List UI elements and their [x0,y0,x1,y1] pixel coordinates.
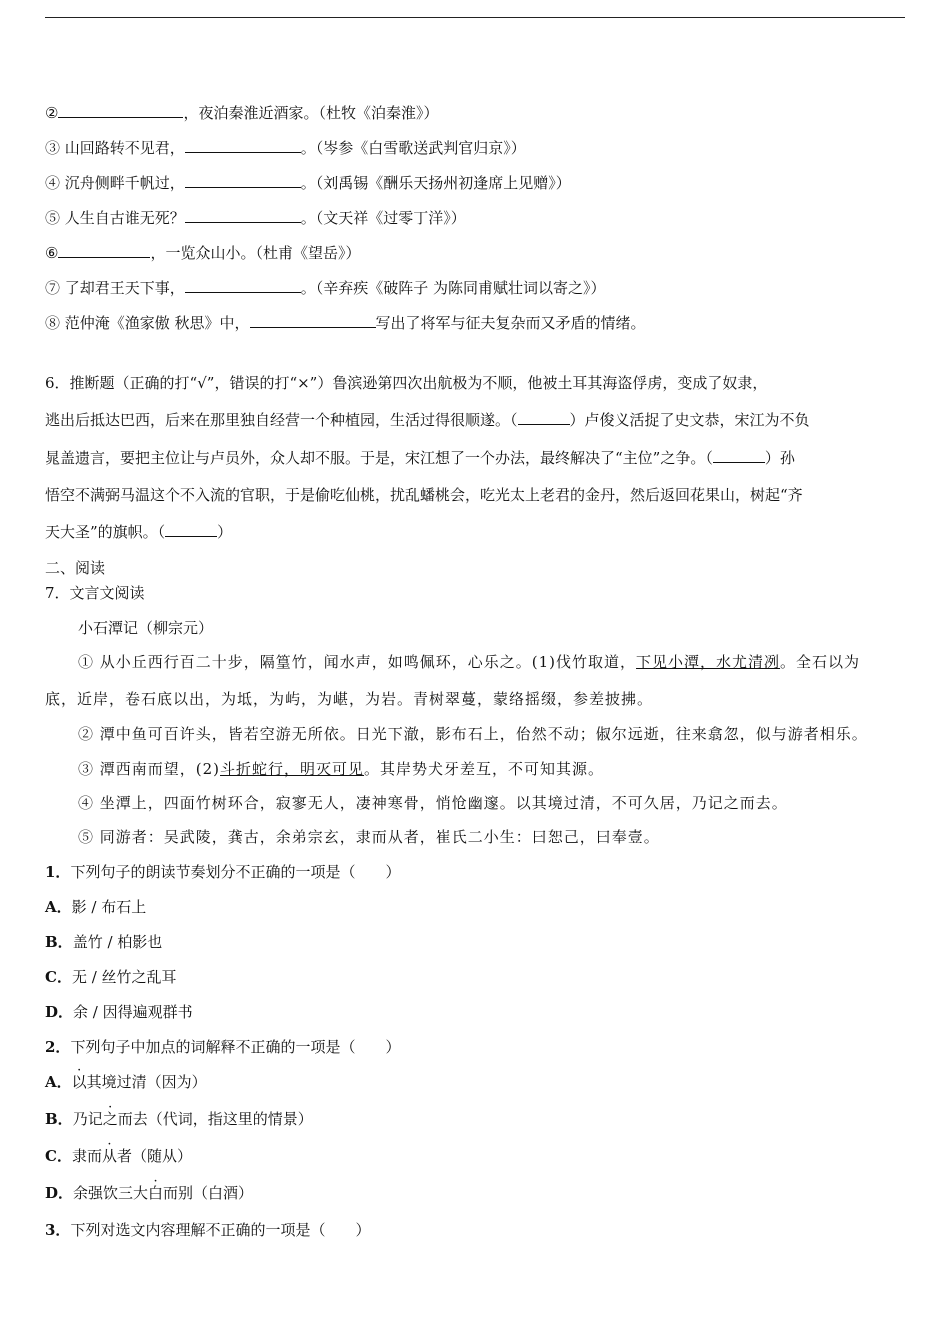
underlined-sentence-1: 下见小潭，水尤清冽 [636,653,781,671]
dotted-word: 从 [101,1147,117,1165]
option-d[interactable]: D．余 / 因得遍观群书 [45,1003,193,1021]
article-paragraph-1: ① 从小丘西行百二十步，隔篁竹，闻水声，如鸣佩环，心乐之。(1)伐竹取道，下见小潭，水尤清冽。全石以为 [78,653,861,671]
blank[interactable] [185,173,301,188]
article-paragraph-2: ② 潭中鱼可百许头，皆若空游无所依。日光下澈，影布石上，佁然不动；俶尔远逝，往来翕忽，似与游者相乐。 [78,725,868,743]
option-a[interactable]: A．以其境过清（因为） [45,1073,207,1091]
blank[interactable] [58,103,183,118]
q6-line-1: 6．推断题（正确的打“√”，错误的打“×”）鲁滨逊第四次出航极为不顺，他被土耳其海盗俘虏，变成了奴隶， [45,374,768,392]
poem-line-6: ⑥ ，一览众山小。（杜甫《望岳》） [45,244,361,262]
option-a[interactable]: A．影 / 布石上 [45,898,147,916]
question-7-heading: 7．文言文阅读 [45,584,145,602]
poem-line-3: ③ 山回路转不见君， 。（岑参《白雪歌送武判官归京》） [45,139,526,157]
article-paragraph-5: ⑤ 同游者：吴武陵，龚古，余弟宗玄，隶而从者，崔氏二小生：曰恕己，曰奉壹。 [78,828,660,846]
q6-line-4: 悟空不满弼马温这个不入流的官职，于是偷吃仙桃，扰乱蟠桃会，吃光太上老君的金丹，然后返回花果山，树起“齐 [45,486,803,504]
q6-line-2: 逃出后抵达巴西，后来在那里独自经营一个种植园，生活过得很顺遂。（ ）卢俊义活捉了史文恭，宋江为不负 [45,411,810,429]
option-b[interactable]: B．盖竹 / 柏影也 [45,933,163,951]
dotted-word: 之 [102,1110,118,1128]
dotted-word: 白 [148,1184,164,1202]
option-c[interactable]: C．隶而从者（随从） [45,1147,192,1165]
subquestion-3: 3．下列对选文内容理解不正确的一项是（ ） [45,1221,371,1239]
underlined-sentence-2: 斗折蛇行，明灭可见 [220,760,365,778]
poem-line-7: ⑦ 了却君王天下事， 。（辛弃疾《破阵子 为陈同甫赋壮词以寄之》） [45,279,606,297]
option-d[interactable]: D．余强饮三大白而别（白酒） [45,1184,254,1202]
subquestion-2: 2．下列句子中加点的词解释不正确的一项是（ ） [45,1038,401,1056]
top-rule [45,17,905,18]
q6-line-3: 晁盖遗言，要把主位让与卢员外，众人却不服。于是，宋江想了一个办法，最终解决了“主位”之争。（ ）孙 [45,449,795,467]
q6-line-5: 天大圣”的旗帜。（ ） [45,523,233,541]
blank[interactable] [185,208,301,223]
poem-line-2: ② ，夜泊秦淮近酒家。（杜牧《泊秦淮》） [45,104,439,122]
answer-blank[interactable] [165,522,217,537]
article-title: 小石潭记（柳宗元） [78,619,214,637]
blank[interactable] [185,138,301,153]
answer-blank[interactable] [713,448,765,463]
poem-line-4: ④ 沉舟侧畔千帆过， 。（刘禹锡《酬乐天扬州初逢席上见赠》） [45,174,571,192]
subquestion-1: 1．下列句子的朗读节奏划分不正确的一项是（ ） [45,863,401,881]
article-paragraph-1-cont: 底，近岸，卷石底以出，为坻，为屿，为嵁，为岩。青树翠蔓，蒙络摇缀，参差披拂。 [45,690,654,708]
option-c[interactable]: C．无 / 丝竹之乱耳 [45,968,177,986]
blank[interactable] [185,278,301,293]
blank[interactable] [250,313,376,328]
blank[interactable] [58,243,150,258]
section-heading: 二、阅读 [45,559,106,577]
article-paragraph-4: ④ 坐潭上，四面竹树环合，寂寥无人，凄神寒骨，悄怆幽邃。以其境过清，不可久居，乃记之而去。 [78,794,788,812]
dotted-word: 以 [71,1073,87,1091]
article-paragraph-3: ③ 潭西南而望，(2)斗折蛇行，明灭可见。其岸势犬牙差互，不可知其源。 [78,760,605,778]
option-b[interactable]: B．乃记之而去（代词，指这里的情景） [45,1110,313,1128]
poem-line-8: ⑧ 范仲淹《渔家傲 秋思》中， 写出了将军与征夫复杂而又矛盾的情绪。 [45,314,646,332]
poem-line-5: ⑤ 人生自古谁无死？ 。（文天祥《过零丁洋》） [45,209,466,227]
answer-blank[interactable] [518,410,570,425]
